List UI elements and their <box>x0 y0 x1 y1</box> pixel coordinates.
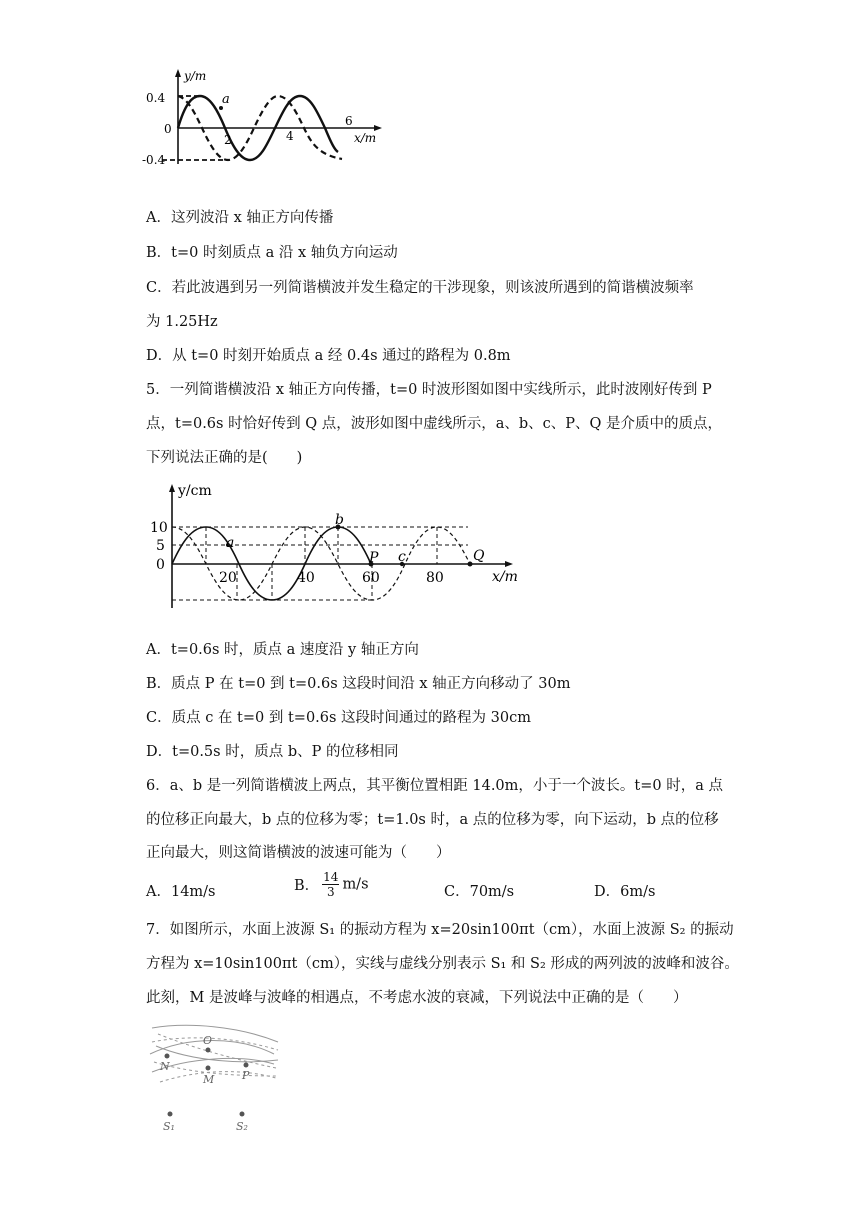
q6-option-a: A．14m/s <box>146 884 216 900</box>
point-O <box>206 1048 211 1053</box>
q6-option-b: B． $\frac{14}{3}$ m/s <box>294 870 369 899</box>
point-Q <box>468 562 473 567</box>
label-Q: Q <box>473 548 485 564</box>
x-tick: 2 <box>224 133 232 147</box>
figure-wave-1 <box>142 66 392 176</box>
q5-stem-line2: 点，t=0.6s 时恰好传到 Q 点，波形如图中虚线所示，a、b、c、P、Q 是介质中的质点， <box>146 416 722 432</box>
q6-stem-line2: 的位移正向最大，b 点的位移为零；t=1.0s 时，a 点的位移为零，向下运动，b 点的位移 <box>146 812 719 828</box>
x-axis-label: x/m <box>492 569 518 585</box>
q6-option-d: D．6m/s <box>594 884 656 900</box>
q4-option-d: D．从 t=0 时刻开始质点 a 经 0.4s 通过的路程为 0.8m <box>146 348 511 364</box>
fraction: $\frac{14}{3}$ <box>323 870 339 899</box>
q5-option-d: D．t=0.5s 时，质点 b、P 的位移相同 <box>146 744 399 760</box>
svg-text:S₁: S₁ <box>163 1120 175 1133</box>
x-tick: 6 <box>345 114 353 128</box>
svg-text:N: N <box>160 1060 170 1073</box>
label-b: b <box>335 512 344 528</box>
x-tick: 20 <box>219 570 237 586</box>
x-axis-label: x/m <box>354 131 377 145</box>
x-tick: 40 <box>297 570 315 586</box>
y-axis-label: y/cm <box>178 483 212 499</box>
figure-wave-2 <box>140 478 520 614</box>
q4-option-c-cont: 为 1.25Hz <box>146 314 218 330</box>
q4-option-c: C．若此波遇到另一列简谐横波并发生稳定的干涉现象，则该波所遇到的简谐横波频率 <box>146 280 694 296</box>
svg-text:S₂: S₂ <box>236 1120 248 1133</box>
q6-option-c: C．70m/s <box>444 884 515 900</box>
q6-stem-line1: 6．a、b 是一列简谐横波上两点，其平衡位置相距 14.0m，小于一个波长。t=0 时，a 点 <box>146 778 723 794</box>
q7-stem-line3: 此刻，M 是波峰与波峰的相遇点，不考虑水波的衰减，下列说法中正确的是（ ） <box>146 990 688 1006</box>
svg-text:P: P <box>242 1069 250 1082</box>
point-N <box>165 1054 170 1059</box>
y-tick: -0.4 <box>142 153 166 167</box>
svg-text:O: O <box>203 1034 213 1047</box>
point-P <box>244 1063 249 1068</box>
label-c: c <box>398 549 406 565</box>
point-S1 <box>168 1112 173 1117</box>
x-tick: 60 <box>362 570 380 586</box>
point-M <box>206 1066 211 1071</box>
q5-option-b: B．质点 P 在 t=0 到 t=0.6s 这段时间沿 x 轴正方向移动了 30m <box>146 676 571 692</box>
x-tick: 4 <box>286 129 294 143</box>
label-a: a <box>226 535 235 551</box>
y-tick: 10 <box>150 520 168 536</box>
q5-option-a: A．t=0.6s 时，质点 a 速度沿 y 轴正方向 <box>146 642 419 658</box>
q4-option-a: A．这列波沿 x 轴正方向传播 <box>146 210 334 226</box>
q7-stem-line2: 方程为 x=10sin100πt（cm），实线与虚线分别表示 S₁ 和 S₂ 形成的两列波的波峰和波谷。 <box>146 956 739 972</box>
x-tick: 80 <box>426 570 444 586</box>
q6-stem-line3: 正向最大，则这简谐横波的波速可能为（ ） <box>146 845 451 861</box>
q5-stem-line3: 下列说法正确的是( ) <box>146 450 303 466</box>
label-a: a <box>222 92 230 107</box>
figure-interference <box>148 1018 283 1138</box>
q5-option-c: C．质点 c 在 t=0 到 t=0.6s 这段时间通过的路程为 30cm <box>146 710 531 726</box>
q7-stem-line1: 7．如图所示，水面上波源 S₁ 的振动方程为 x=20sin100πt（cm），水面上波源 S₂ 的振动 <box>146 922 734 938</box>
y-tick: 5 <box>156 538 165 554</box>
y-axis-label: y/m <box>184 69 207 83</box>
svg-text:M: M <box>203 1073 215 1086</box>
q5-stem-line1: 5．一列简谐横波沿 x 轴正方向传播，t=0 时波形图如图中实线所示，此时波刚好传到 P <box>146 382 712 398</box>
q4-option-b: B．t=0 时刻质点 a 沿 x 轴负方向运动 <box>146 245 398 261</box>
y-tick: 0 <box>164 122 172 136</box>
point-S2 <box>240 1112 245 1117</box>
label-P: P <box>369 550 379 566</box>
y-tick: 0 <box>156 557 165 573</box>
y-tick: 0.4 <box>146 91 166 105</box>
